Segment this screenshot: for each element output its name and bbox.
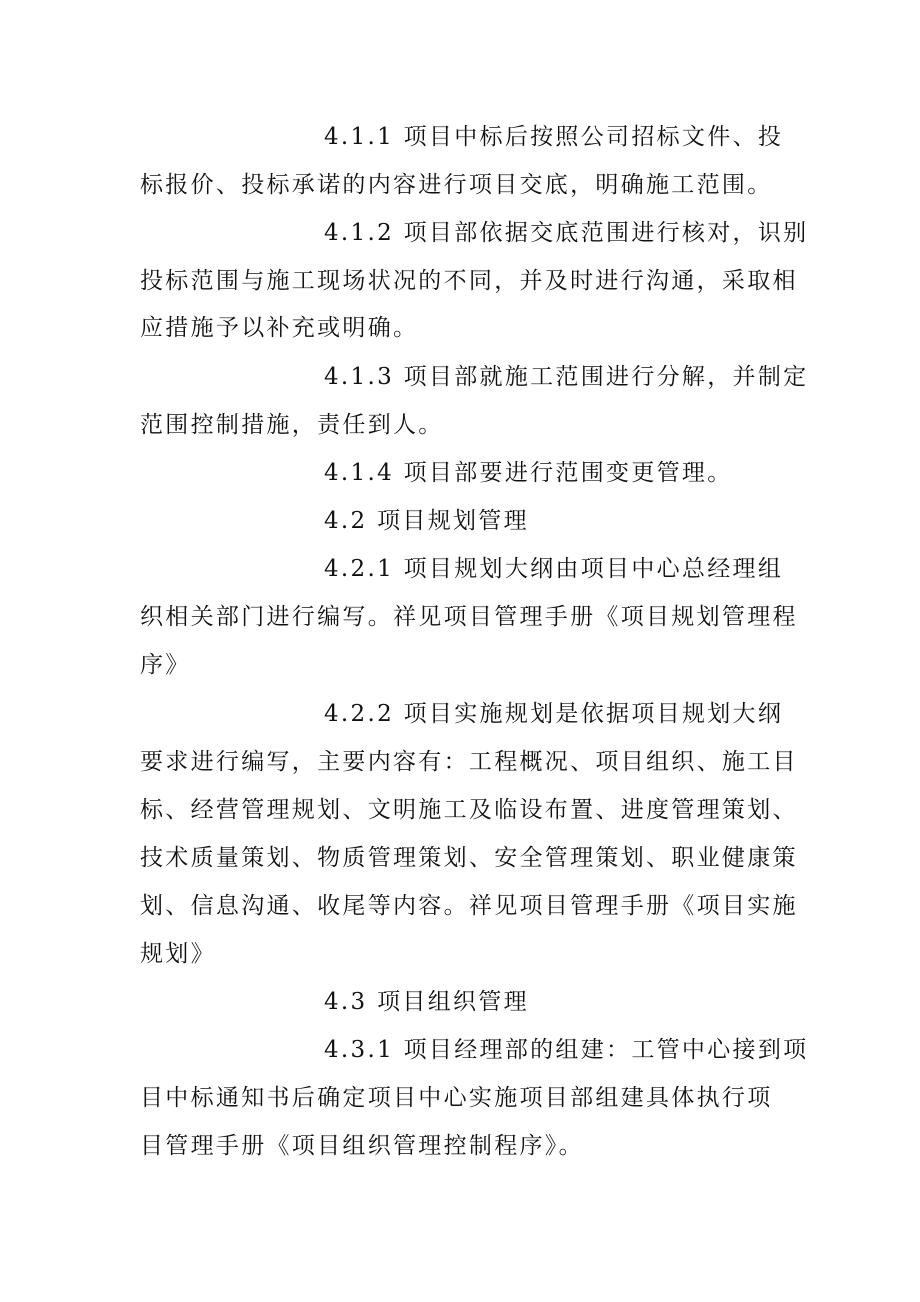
clause-4-2-1-line-2: 织相关部门进行编写。祥见项目管理手册《项目规划管理程 (140, 604, 798, 630)
clause-4-2-2-line-4: 技术质量策划、物质管理策划、安全管理策划、职业健康策 (140, 845, 798, 871)
clause-4-2-1-line-1: 4.2.1 项目规划大纲由项目中心总经理组 (324, 556, 784, 582)
section-heading-4-3: 4.3 项目组织管理 (324, 989, 529, 1015)
clause-4-1-2-line-2: 投标范围与施工现场状况的不同，并及时进行沟通，采取相 (140, 268, 798, 294)
clause-4-2-2-line-5: 划、信息沟通、收尾等内容。祥见项目管理手册《项目实施 (140, 893, 798, 919)
clause-4-2-2-line-6: 规划》 (140, 941, 216, 967)
clause-4-3-1-line-3: 目管理手册《项目组织管理控制程序》。 (140, 1133, 584, 1159)
clause-4-1-2-line-3: 应措施予以补充或明确。 (140, 315, 419, 341)
clause-4-3-1-line-2: 目中标通知书后确定项目中心实施项目部组建具体执行项 (140, 1085, 773, 1111)
clause-4-1-3-line-1: 4.1.3 项目部就施工范围进行分解，并制定 (324, 364, 809, 390)
clause-4-1-1-line-1: 4.1.1 项目中标后按照公司招标文件、投 (324, 124, 784, 150)
clause-4-1-3-line-2: 范围控制措施，责任到人。 (140, 412, 444, 438)
clause-4-1-4-line: 4.1.4 项目部要进行范围变更管理。 (324, 460, 733, 486)
clause-4-1-1-line-2: 标报价、投标承诺的内容进行项目交底，明确施工范围。 (140, 172, 773, 198)
clause-4-2-2-line-3: 标、经营管理规划、文明施工及临设布置、进度管理策划、 (140, 797, 798, 823)
clause-4-2-2-line-2: 要求进行编写，主要内容有：工程概况、项目组织、施工目 (140, 749, 798, 775)
section-heading-4-2: 4.2 项目规划管理 (324, 508, 529, 534)
clause-4-2-2-line-1: 4.2.2 项目实施规划是依据项目规划大纲 (324, 701, 784, 727)
clause-4-2-1-line-3: 序》 (140, 652, 191, 678)
clause-4-1-2-line-1: 4.1.2 项目部依据交底范围进行核对，识别 (324, 220, 809, 246)
clause-4-3-1-line-1: 4.3.1 项目经理部的组建：工管中心接到项 (324, 1037, 809, 1063)
